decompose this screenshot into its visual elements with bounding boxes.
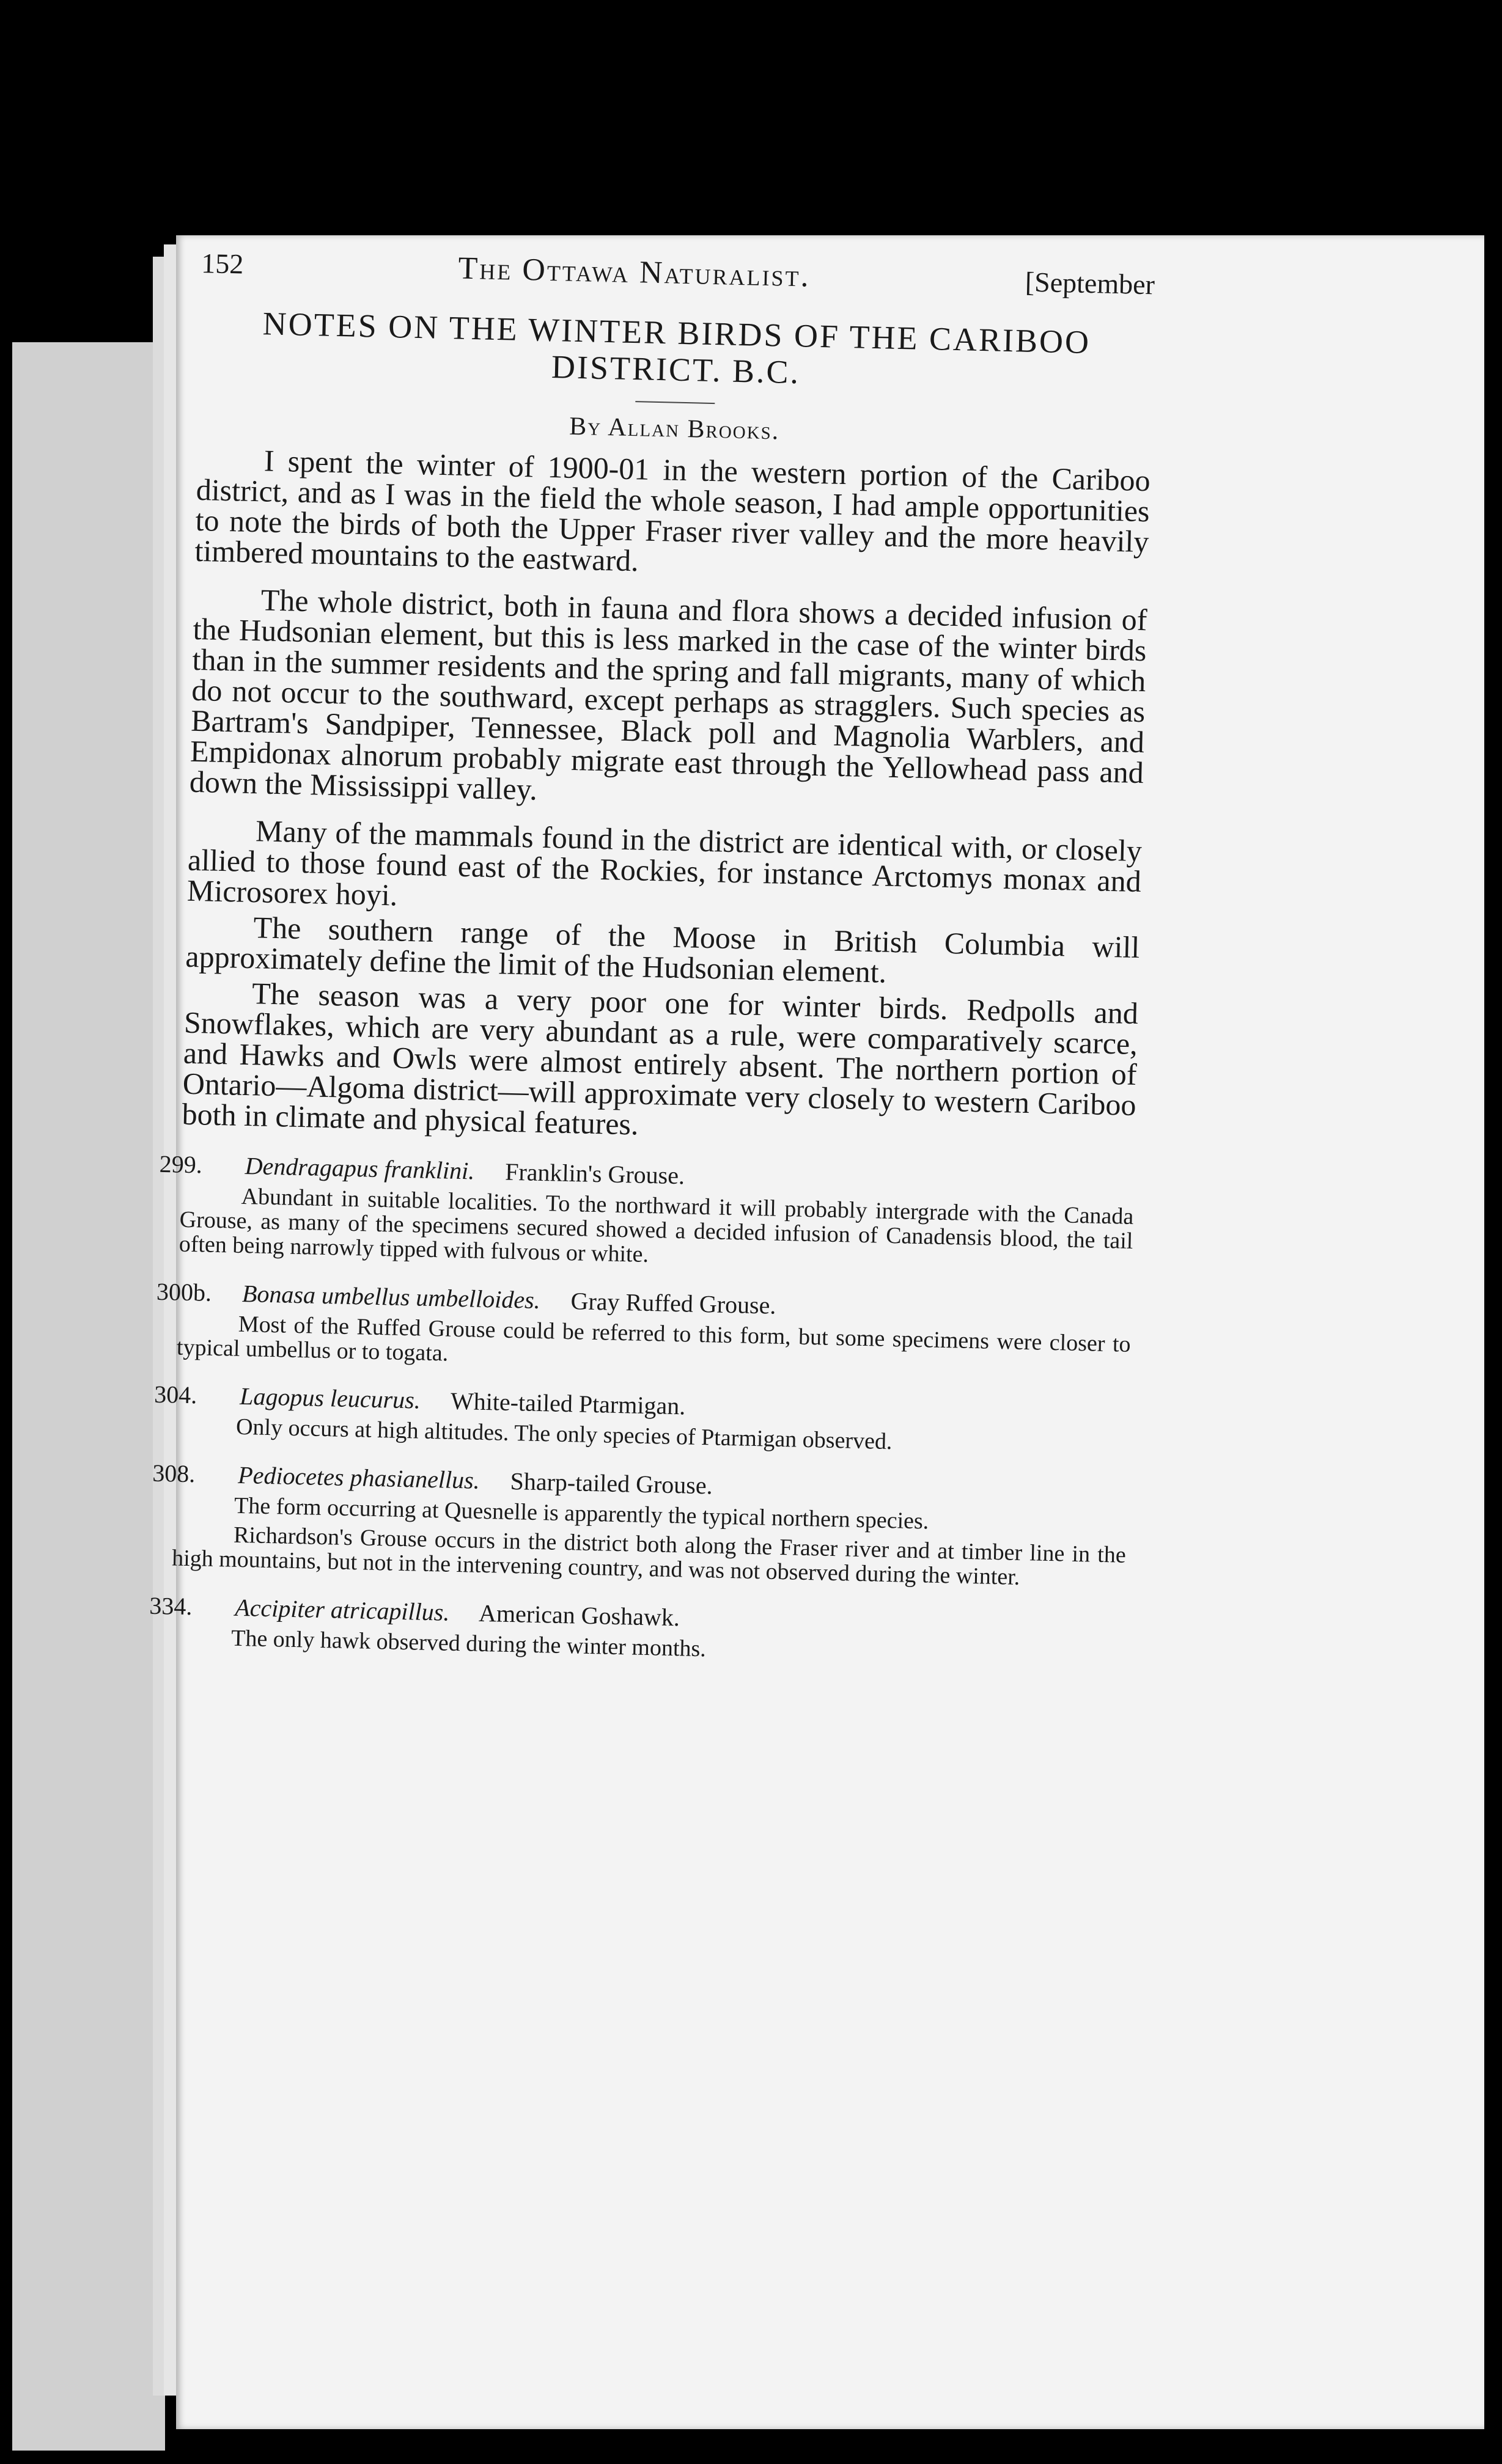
paragraph: Many of the mammals found in the district are identical with, or closely allied to those found east of the Rockies, for instance Arctomys monax and Microsorex hoyi. xyxy=(186,813,1143,912)
species-scientific-name: Lagopus leucurus. xyxy=(239,1382,421,1414)
species-common-name: Sharp-tailed Grouse. xyxy=(510,1467,713,1500)
species-scientific-name: Accipiter atricapillus. xyxy=(234,1593,450,1626)
species-common-name: White-tailed Ptarmigan. xyxy=(450,1387,686,1420)
species-note: Only occurs at high altitudes. The only species of Ptarmigan observed. xyxy=(235,1414,893,1455)
article-title: NOTES ON THE WINTER BIRDS OF THE CARIBOO DISTRICT. B.C. xyxy=(262,305,1091,391)
paragraph: The whole district, both in fauna and flora shows a decided infusion of the Hudsonian element, but this is less marked in the case of the winter birds than in the summer residents and the spring and fall migrants, many of which do not occur to the southward, except perhaps as stragglers. Such species as Bartram's Sandpiper, Tennessee, Black poll and Magnolia Warblers, and Empidonax alnorum probably migrate east through the Yellowhead pass and down the Mississippi valley. xyxy=(189,582,1148,807)
paragraph: The southern range of the Moose in British Columbia will approximately define the limit of the Hudsonian element. xyxy=(185,910,1140,989)
species-entry xyxy=(153,1380,1130,1460)
species-number: 334. xyxy=(149,1591,193,1621)
species-entry xyxy=(152,1459,1128,1593)
background-page xyxy=(12,342,165,2451)
species-scientific-name: Bonasa umbellus umbelloides. xyxy=(241,1279,541,1314)
species-scientific-name: Dendragapus franklini. xyxy=(245,1151,475,1185)
species-number: 308. xyxy=(152,1459,196,1488)
species-scientific-name: Pediocetes phasianellus. xyxy=(237,1461,480,1495)
species-common-name: Franklin's Grouse. xyxy=(504,1157,685,1190)
species-note: Richardson's Grouse occurs in the district both along the Fraser river and at timber line in the high mountains, but not in the intervening country, and was not observed during the winter. xyxy=(171,1522,1127,1590)
paragraph: I spent the winter of 1900-01 in the western portion of the Cariboo district, and as I was in the field the whole season, I had ample opportunities to note the birds of both the Upper Fraser river valley and the more heavily timbered mountains to the eastward. xyxy=(194,443,1151,578)
title-rule xyxy=(635,401,715,404)
paragraph: The season was a very poor one for winter birds. Redpolls and Snowflakes, which are very abundant as a rule, were comparatively scarce, and Hawks and Owls were almost entirely absent. The northern portion of Ontario—Algoma district—will approximate very closely to western Cariboo both in climate and physical features. xyxy=(182,976,1139,1142)
species-note: The only hawk observed during the winter months. xyxy=(230,1625,707,1662)
journal-title: The Ottawa Naturalist. xyxy=(458,251,811,294)
species-number: 304. xyxy=(153,1380,197,1409)
species-entry xyxy=(159,1150,1135,1278)
species-note: The form occurring at Quesnelle is apparently the typical northern species. xyxy=(234,1493,929,1535)
page-content xyxy=(149,244,1155,1671)
species-entry xyxy=(156,1277,1132,1381)
page-number: 152 xyxy=(201,247,244,280)
byline: By Allan Brooks. xyxy=(569,412,780,446)
species-number: 299. xyxy=(159,1150,203,1179)
issue-month: [September xyxy=(1025,266,1155,301)
species-note: Abundant in suitable localities. To the northward it will probably intergrade with the Canada Grouse, as many of the specimens secured showed a decided infusion of Canadensis blood, the tail often being narrowly tipped with fulvous or white. xyxy=(179,1183,1134,1267)
species-number: 300b. xyxy=(156,1277,212,1307)
species-note: Most of the Ruffed Grouse could be referred to this form, but some specimens were closer to typical umbellus or to togata. xyxy=(176,1311,1132,1366)
species-common-name: American Goshawk. xyxy=(478,1599,680,1632)
species-common-name: Gray Ruffed Grouse. xyxy=(570,1286,776,1319)
